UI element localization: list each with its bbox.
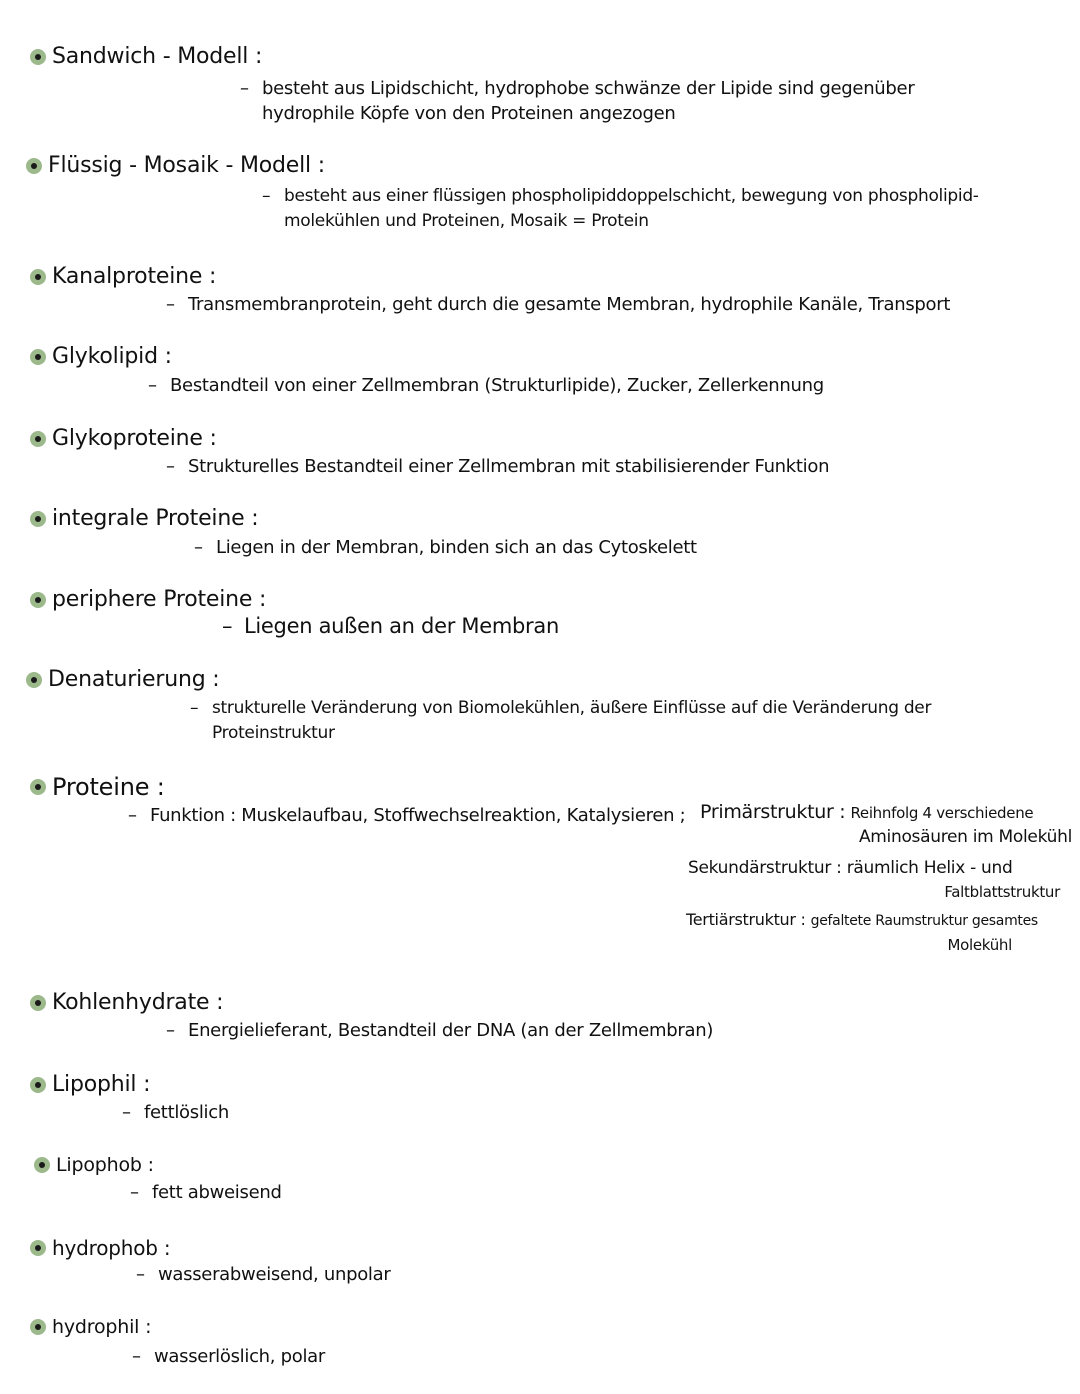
term-label: Sandwich - Modell :	[52, 44, 263, 69]
bullet-icon	[30, 269, 46, 285]
definition-line: Liegen außen an der Membran	[244, 614, 559, 638]
definition-line: Energielieferant, Bestandteil der DNA (an der Zellmembran)	[188, 1020, 714, 1041]
term-kohlenhydrate	[30, 990, 223, 1015]
definition-line: Liegen in der Membran, binden sich an das Cytoskelett	[216, 537, 697, 558]
term-glykolipid	[30, 344, 172, 369]
term-hydrophob	[30, 1236, 170, 1260]
definition-sandwich-modell: – besteht aus Lipidschicht, hydrophobe schwänze der Lipide sind gegenüber hydrophile Köpfe von den Proteinen angezogen	[240, 76, 1040, 126]
term-lipophob	[34, 1154, 154, 1176]
structure-value: gefaltete Raumstruktur gesamtes	[810, 913, 1038, 929]
term-label: Proteine :	[52, 773, 165, 801]
definition-line: Transmembranprotein, geht durch die gesamte Membran, hydrophile Kanäle, Transport	[188, 294, 951, 315]
definition-denaturierung: – strukturelle Veränderung von Biomolekühlen, äußere Einflüsse auf die Veränderung der Proteinstruktur	[190, 696, 1060, 746]
definition-line: besteht aus Lipidschicht, hydrophobe schwänze der Lipide sind gegenüber	[262, 78, 915, 99]
structure-primaer	[700, 800, 1072, 849]
term-label: hydrophob :	[52, 1236, 171, 1260]
structure-value: Aminosäuren im Molekühl	[858, 827, 1072, 847]
definition-line: wasserabweisend, unpolar	[158, 1264, 391, 1285]
structure-value: räumlich Helix - und	[846, 858, 1013, 878]
structure-label: Sekundärstruktur :	[688, 858, 842, 878]
term-label: Lipophob :	[56, 1154, 154, 1176]
bullet-icon	[30, 1319, 46, 1335]
term-fluessig-mosaik-modell	[26, 153, 325, 178]
definition-periphere-proteine: – Liegen außen an der Membran	[222, 614, 559, 638]
bullet-icon	[30, 1077, 46, 1093]
bullet-icon	[30, 592, 46, 608]
definition-proteine: – Funktion : Muskelaufbau, Stoffwechselreaktion, Katalysieren ;	[128, 805, 686, 826]
term-label: Flüssig - Mosaik - Modell :	[48, 153, 325, 178]
definition-kohlenhydrate: – Energielieferant, Bestandteil der DNA (an der Zellmembran)	[166, 1020, 714, 1041]
bullet-icon	[30, 511, 46, 527]
term-label: hydrophil :	[52, 1316, 152, 1338]
definition-line: Proteinstruktur	[212, 723, 335, 743]
definition-line: Funktion : Muskelaufbau, Stoffwechselreaktion, Katalysieren ;	[150, 805, 686, 826]
bullet-icon	[26, 158, 42, 174]
bullet-icon	[30, 49, 46, 65]
definition-line: fettlöslich	[144, 1102, 229, 1123]
term-proteine	[30, 773, 165, 801]
structure-sekundaer	[688, 856, 1060, 904]
structure-label: Primärstruktur :	[700, 801, 846, 823]
term-periphere-proteine	[30, 587, 266, 612]
definition-hydrophob: – wasserabweisend, unpolar	[136, 1264, 391, 1285]
bullet-icon	[30, 779, 46, 795]
definition-line: besteht aus einer flüssigen phospholipiddoppelschicht, bewegung von phospholipid-	[284, 186, 979, 206]
bullet-icon	[26, 672, 42, 688]
definition-lipophob: – fett abweisend	[130, 1182, 282, 1203]
definition-kanalproteine: – Transmembranprotein, geht durch die gesamte Membran, hydrophile Kanäle, Transport	[166, 294, 951, 315]
bullet-icon	[30, 1240, 46, 1256]
structure-value: Molekühl	[947, 936, 1012, 954]
definition-glykoproteine: – Strukturelles Bestandteil einer Zellmembran mit stabilisierender Funktion	[166, 456, 830, 477]
definition-line: Bestandteil von einer Zellmembran (Strukturlipide), Zucker, Zellerkennung	[170, 375, 824, 396]
term-lipophil	[30, 1072, 150, 1097]
definition-line: strukturelle Veränderung von Biomolekühlen, äußere Einflüsse auf die Veränderung der	[212, 698, 932, 718]
term-denaturierung	[26, 667, 219, 692]
term-label: Glykolipid :	[52, 344, 172, 369]
term-label: Denaturierung :	[48, 667, 220, 692]
bullet-icon	[30, 431, 46, 447]
definition-line: molekühlen und Proteinen, Mosaik = Protein	[284, 211, 649, 231]
definition-fluessig-mosaik-modell: – besteht aus einer flüssigen phospholipiddoppelschicht, bewegung von phospholipid- molekühlen und Proteinen, Mosaik = Protein	[262, 184, 1072, 234]
definition-line: wasserlöslich, polar	[154, 1346, 325, 1367]
term-glykoproteine	[30, 426, 217, 451]
term-label: periphere Proteine :	[52, 587, 267, 612]
term-label: integrale Proteine :	[52, 506, 259, 531]
term-kanalproteine	[30, 264, 216, 289]
definition-line: fett abweisend	[152, 1182, 282, 1203]
definition-line: hydrophile Köpfe von den Proteinen angezogen	[262, 103, 676, 124]
structure-label: Tertiärstruktur :	[686, 910, 806, 929]
bullet-icon	[30, 995, 46, 1011]
bullet-icon	[30, 349, 46, 365]
structure-tertiaer	[686, 908, 1072, 957]
bullet-icon	[34, 1157, 50, 1173]
definition-line: Strukturelles Bestandteil einer Zellmembran mit stabilisierender Funktion	[188, 456, 830, 477]
term-hydrophil	[30, 1316, 151, 1338]
term-label: Glykoproteine :	[52, 426, 217, 451]
term-label: Kohlenhydrate :	[52, 990, 224, 1015]
definition-glykolipid: – Bestandteil von einer Zellmembran (Strukturlipide), Zucker, Zellerkennung	[148, 375, 824, 396]
definition-hydrophil: – wasserlöslich, polar	[132, 1346, 325, 1367]
term-label: Kanalproteine :	[52, 264, 217, 289]
definition-integrale-proteine: – Liegen in der Membran, binden sich an das Cytoskelett	[194, 537, 697, 558]
term-sandwich-modell	[30, 44, 262, 69]
structure-value: Reihnfolg 4 verschiedene	[850, 804, 1034, 822]
definition-lipophil: – fettlöslich	[122, 1102, 229, 1123]
structure-value: Faltblattstruktur	[944, 883, 1060, 901]
term-label: Lipophil :	[52, 1072, 151, 1097]
term-integrale-proteine	[30, 506, 258, 531]
